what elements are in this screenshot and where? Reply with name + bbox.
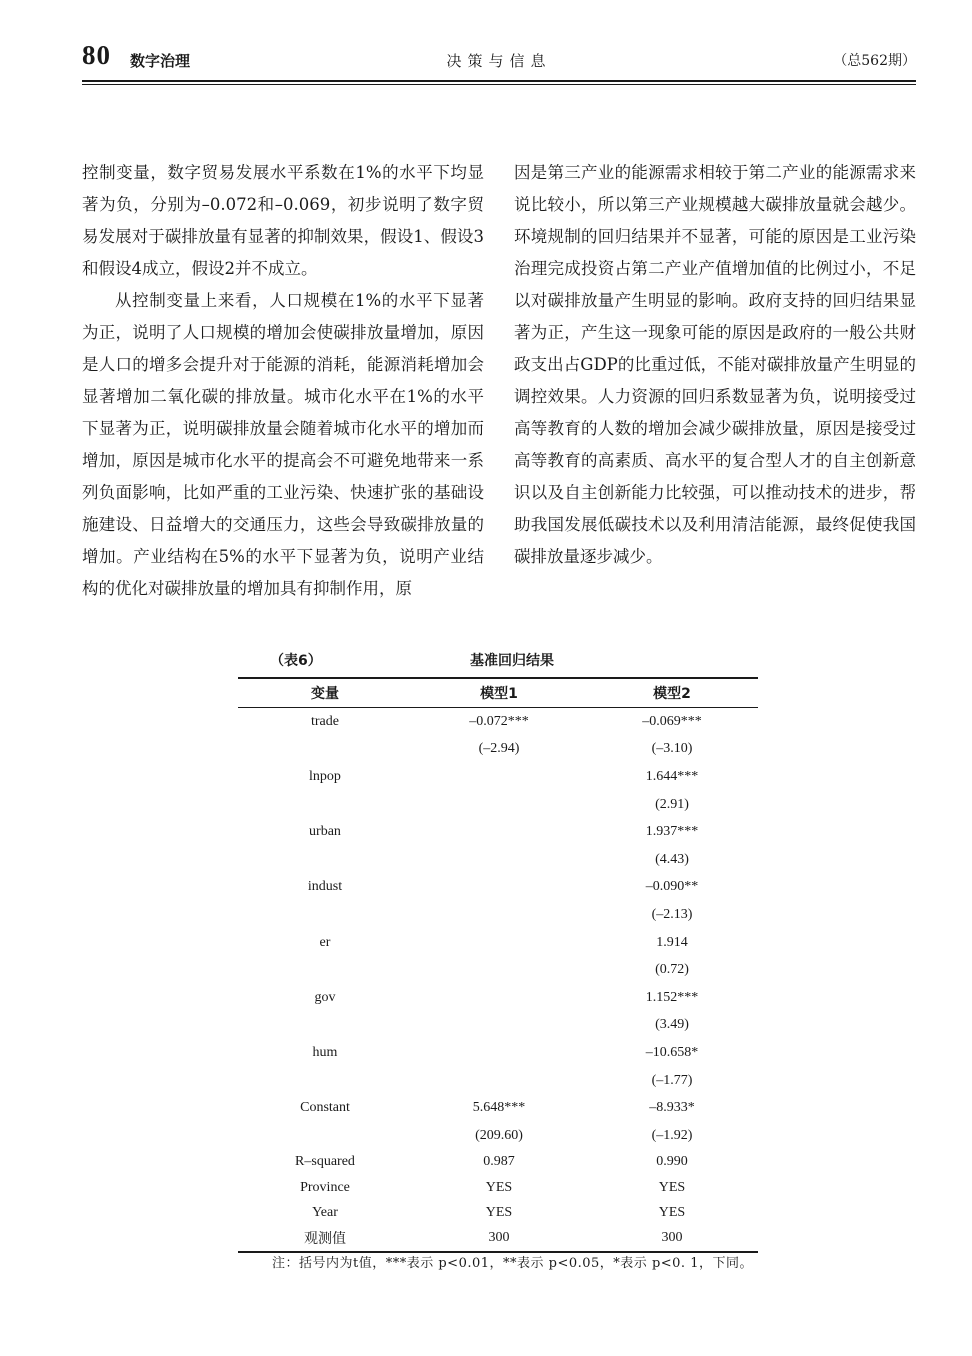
table-row xyxy=(238,874,758,902)
journal-name: 决策与信息 xyxy=(446,52,552,70)
running-header xyxy=(82,40,916,80)
table-cell xyxy=(412,929,586,957)
table-cell: (4.43) xyxy=(655,851,689,867)
table-cell: (–3.10) xyxy=(651,741,693,757)
table-row xyxy=(238,736,758,764)
table-row xyxy=(238,901,758,929)
table-cell: –0.069*** xyxy=(642,713,702,729)
table-cell: Year xyxy=(312,1204,338,1220)
table-cell xyxy=(412,1012,586,1040)
table-cell xyxy=(412,818,586,846)
header-rule-thick xyxy=(82,80,916,82)
table-cell xyxy=(412,874,586,902)
table-cell: urban xyxy=(309,824,341,840)
table-cell: 1.937*** xyxy=(645,824,699,840)
table-cell xyxy=(412,1039,586,1067)
table-row xyxy=(238,1067,758,1095)
table-cell: –0.090** xyxy=(645,879,699,895)
table-cell xyxy=(238,1122,412,1150)
body-column-left xyxy=(82,157,484,605)
table-title: 基准回归结果 xyxy=(470,653,554,669)
header-variable: 变量 xyxy=(311,686,339,702)
table-cell: –0.072*** xyxy=(469,713,529,729)
table-row xyxy=(238,818,758,846)
table-cell xyxy=(238,956,412,984)
table-cell: YES xyxy=(485,1179,513,1195)
table-cell: 300 xyxy=(661,1230,683,1246)
table-note: 注：括号内为t值，***表示 p<0.01，**表示 p<0.05，*表示 p<0. 1，下同。 xyxy=(272,1256,753,1271)
table-row xyxy=(238,956,758,984)
results-table xyxy=(238,677,758,1253)
table-cell: indust xyxy=(307,879,343,895)
table-row xyxy=(238,984,758,1012)
table-row xyxy=(238,1200,758,1225)
paragraph: 控制变量，数字贸易发展水平系数在1%的水平下均显著为负，分别为–0.072和–0.069，初步说明了数字贸易发展对于碳排放量有显著的抑制效果，假设1、假设3和假设4成立，假设2并不成立。 xyxy=(82,163,484,278)
table-row xyxy=(238,1150,758,1175)
table-cell: 300 xyxy=(488,1230,510,1246)
table-cell xyxy=(238,846,412,874)
table-row xyxy=(238,1175,758,1200)
table-cell: (–1.77) xyxy=(651,1072,693,1088)
table-cell: Province xyxy=(300,1179,350,1195)
table-cell xyxy=(412,791,586,819)
table-cell: (2.91) xyxy=(655,796,689,812)
table-cell xyxy=(238,1067,412,1095)
table-cell: 0.990 xyxy=(656,1154,688,1170)
table-cell: (–1.92) xyxy=(651,1127,693,1143)
paragraph: 因是第三产业的能源需求相较于第二产业的能源需求来说比较小，所以第三产业规模越大碳排放量就会越少。环境规制的回归结果并不显著，可能的原因是工业污染治理完成投资占第二产业产值增加值的比例过小，不足以对碳排放量产生明显的影响。政府支持的回归结果显著为正，产生这一现象可能的原因是政府的一般公共财政支出占GDP的比重过低，不能对碳排放量产生明显的调控效果。人力资源的回归系数显著为负，说明接受过高等教育的人数的增加会减少碳排放量，原因是接受过高等教育的高素质、高水平的复合型人才的自主创新意识以及自主创新能力比较强，可以推动技术的进步，帮助我国发展低碳技术以及利用清洁能源，最终促使我国碳排放量逐步减少。 xyxy=(514,163,916,566)
table-row xyxy=(238,708,758,736)
table-cell: –8.933* xyxy=(649,1100,695,1116)
paragraph: 从控制变量上来看，人口规模在1%的水平下显著为正，说明了人口规模的增加会使碳排放量增加，原因是人口的增多会提升对于能源的消耗，能源消耗增加会显著增加二氧化碳的排放量。城市化水平在1%的水平下显著为正，说明碳排放量会随着城市化水平的增加而增加，原因是城市化水平的提高会不可避免地带来一系列负面影响，比如严重的工业污染、快速扩张的基础设施建设、日益增大的交通压力，这些会导致碳排放量的增加。产业结构在5%的水平下显著为负，说明产业结构的优化对碳排放量的增加具有抑制作用，原 xyxy=(82,291,484,598)
table-row xyxy=(238,1039,758,1067)
issue-number: （总562期） xyxy=(833,53,916,69)
table-row xyxy=(238,929,758,957)
header-model-1: 模型1 xyxy=(480,686,518,702)
table-cell: 1.914 xyxy=(656,934,688,950)
table-cell: trade xyxy=(311,713,339,729)
section-name: 数字治理 xyxy=(130,52,191,70)
table-cell: YES xyxy=(485,1204,513,1220)
table-cell xyxy=(412,901,586,929)
table-cell: R–squared xyxy=(295,1154,355,1170)
table-cell: 0.987 xyxy=(483,1154,515,1170)
table-cell xyxy=(412,1067,586,1095)
table-cell xyxy=(238,736,412,764)
table-header-row xyxy=(238,678,758,708)
table-label: （表6） xyxy=(270,653,322,669)
table-cell xyxy=(412,763,586,791)
table-row xyxy=(238,791,758,819)
table-row xyxy=(238,1226,758,1252)
table-cell: 观测值 xyxy=(304,1232,346,1248)
table-cell: hum xyxy=(312,1044,338,1060)
table-cell: 1.644*** xyxy=(645,768,699,784)
header-rule-thin xyxy=(82,84,916,85)
table-row xyxy=(238,846,758,874)
table-cell: (209.60) xyxy=(475,1127,523,1143)
table-cell: lnpop xyxy=(309,768,341,784)
table-cell: (0.72) xyxy=(655,962,689,978)
table-row xyxy=(238,1094,758,1122)
table-cell: (–2.94) xyxy=(478,741,520,757)
table-cell: –10.658* xyxy=(645,1044,699,1060)
table-cell: YES xyxy=(658,1179,686,1195)
table-cell xyxy=(238,901,412,929)
table-cell: 1.152*** xyxy=(645,989,699,1005)
page-number: 80 xyxy=(82,40,111,70)
table-cell: 5.648*** xyxy=(472,1100,526,1116)
body-column-right xyxy=(514,157,916,573)
table-cell xyxy=(238,791,412,819)
table-cell: Constant xyxy=(300,1100,350,1116)
table-cell xyxy=(412,984,586,1012)
table-cell xyxy=(412,956,586,984)
table-cell: (3.49) xyxy=(655,1017,689,1033)
table-cell: (–2.13) xyxy=(651,906,693,922)
table-cell: YES xyxy=(658,1204,686,1220)
table-cell xyxy=(412,846,586,874)
table-cell: gov xyxy=(314,989,336,1005)
table-row xyxy=(238,1122,758,1150)
table-cell: er xyxy=(319,934,331,950)
table-row xyxy=(238,763,758,791)
table-cell xyxy=(238,1012,412,1040)
header-model-2: 模型2 xyxy=(653,686,691,702)
table-row xyxy=(238,1012,758,1040)
